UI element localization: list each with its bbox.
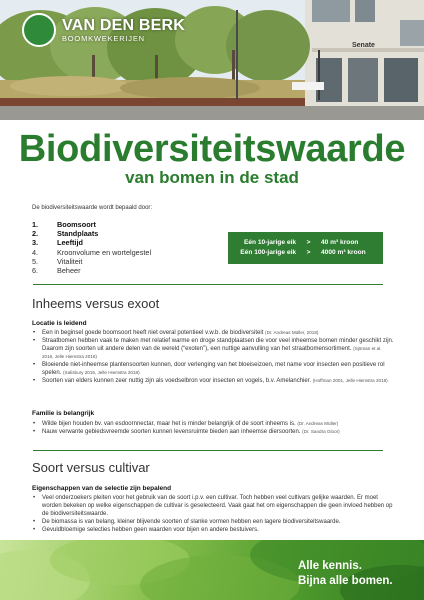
factor-item: 5. Vitaliteit [32, 256, 83, 266]
tree-age-comparison-box [228, 232, 383, 264]
factor-item: 4. Kroonvolume en wortelgestel [32, 247, 152, 257]
building-sign: Senate [352, 42, 375, 49]
list-item: • Gevuldbloemige selecties hebben geen waarden voor bijen en andere bestuivers. [32, 526, 394, 534]
section-heading-soort: Soort versus cultivar [32, 460, 150, 475]
age-row: Eén 10-jarige eik > 40 m³ kroon [243, 239, 359, 246]
list-item: • Nauw verwante gebiedsvreemde soorten kunnen levensruimte bieden aan inheemse diersoorten. (Dr. Sandra Gloor) [32, 428, 394, 436]
list-item: • Een in beginsel goede boomsoort heeft niet overal potentieel v.w.b. de biodiversiteit (Dr. Andreas Müller, 2018) [32, 329, 394, 337]
slogan-line-1: Alle kennis. [298, 560, 362, 572]
factor-item: 6. Beheer [32, 266, 81, 276]
subheading-familie: Familie is belangrijk [32, 410, 95, 417]
factor-item: 3. Leeftijd [32, 238, 83, 248]
divider [33, 450, 383, 451]
list-item: • Veel onderzoekers pleiten voor het gebruik van de soort i.p.v. een cultivar. Toch hebben veel cultivars gelijke waarden. Er moet worden bekeken op welke eigenschappen de cultivar is geselecteerd. Vaak gaat het om eigenschappen die geen invloed hebben op de biodiversiteitswaarde. [32, 494, 394, 518]
list-item: • De biomassa is van belang, kleiner blijvende soorten of slanke vormen hebben een lagere biodiversiteitswaarde. [32, 518, 394, 526]
company-logo[interactable] [22, 13, 185, 47]
bullet-list-locatie [32, 329, 394, 385]
factor-item: 2. Standplaats [32, 229, 99, 239]
page-subtitle: van bomen in de stad [125, 168, 299, 187]
subheading-locatie: Locatie is leidend [32, 320, 87, 327]
header-photo [0, 0, 424, 120]
section-heading-inheems: Inheems versus exoot [32, 296, 160, 311]
footer-slogan [298, 559, 393, 589]
tree-logo-icon [22, 13, 56, 47]
factor-item: 1. Boomsoort [32, 220, 96, 229]
list-item: • Soorten van elders kunnen zeer nuttig zijn als voedselbron voor insecten en vogels, b.v. Amelanchier. (Hoffman 2001, Jelle Hiemstra 2018) [32, 377, 394, 385]
divider [33, 284, 383, 285]
bullet-list-familie [32, 420, 394, 436]
list-item: • Bloeiende niet-inheemse plantensoorten kunnen, door verlenging van het bloeiseizoen, met name voor insecten een positieve rol spelen. (Salisbury 2015, Jelle Hiemstra 2018) [32, 361, 394, 377]
intro-text: De biodiversiteitswaarde wordt bepaald door: [32, 205, 153, 211]
subheading-eigenschappen: Eigenschappen van de selectie zijn bepalend [32, 485, 172, 492]
list-item: • Wilde bijen houden bv. van esdoornnectar, maar het is minder belangrijk of de soort inheems is. (Dr. Andreas Müller) [32, 420, 394, 428]
factor-list [32, 220, 151, 275]
age-row: Eén 100-jarige eik > 4000 m³ kroon [240, 249, 366, 256]
list-item: • Straatbomen hebben vaak te maken met relatief warme en droge standplaatsen die voor veel inheemse bomen minder geschikt zijn. Daarom zijn soorten uit andere delen van de wereld (“exoten”), een nuttige aanvulling van het straatbomensortiment. (Sjöman et al. 2016, Jelle Hiemstra 2018) [32, 337, 394, 361]
brand-name: VAN DEN BERK [62, 17, 186, 34]
bullet-list-eigenschappen [32, 494, 394, 534]
brand-subtitle: BOOMKWEKERIJEN [62, 34, 145, 43]
page-title: Biodiversiteitswaarde [18, 128, 406, 170]
slogan-line-2: Bijna alle bomen. [298, 575, 393, 587]
